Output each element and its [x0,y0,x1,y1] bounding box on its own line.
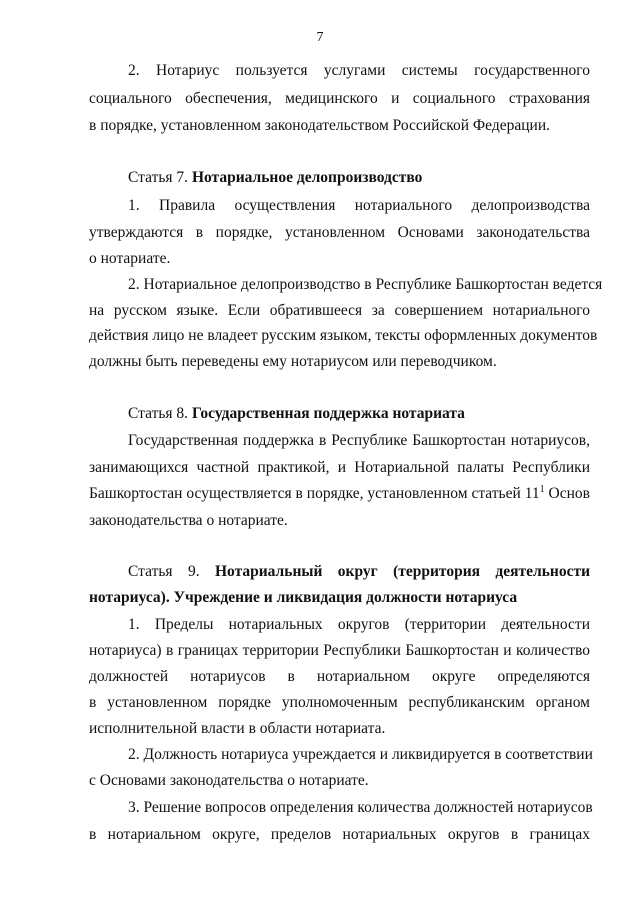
paragraph-line: в установленном порядке уполномоченным республиканским органом [89,694,590,711]
paragraph-line: социального обеспечения, медицинского и социального страхования [89,90,590,107]
paragraph-line: исполнительной власти в области нотариата. [89,720,386,737]
paragraph-line: Государственная поддержка в Республике Башкортостан нотариусов, [128,432,590,449]
paragraph-line: должностей нотариусов в нотариальном округе определяются [89,668,590,685]
paragraph-line: на русском языке. Если обратившееся за совершением нотариального [89,302,590,319]
article-9-title-part-1: Нотариальный округ (территория деятельности [214,563,590,580]
paragraph-line: утверждаются в порядке, установленном Основами законодательства [89,224,590,241]
paragraph-line: в нотариальном округе, пределов нотариальных округов в границах [89,826,590,843]
paragraph-line: нотариуса) в границах территории Республики Башкортостан и количество [89,642,590,659]
paragraph-text: Основ [544,485,590,502]
paragraph-line: законодательства о нотариате. [89,512,288,529]
paragraph-line: занимающихся частной практикой, и Нотариальной палаты Республики [89,459,590,476]
paragraph-line: должны быть переведены ему нотариусом или переводчиком. [89,353,497,370]
article-8-prefix: Статья 8. [128,405,189,422]
paragraph-line: 1. Правила осуществления нотариального делопроизводства [128,197,590,214]
article-8-heading [128,405,590,423]
paragraph-line: действия лицо не владеет русским языком, тексты оформленных документов [89,327,598,344]
paragraph-line: 2. Нотариус пользуется услугами системы государственного [128,62,590,79]
paragraph-line [89,485,590,503]
superscript-number: 1 [539,483,545,495]
page-number: 7 [316,30,324,45]
article-7-title: Нотариальное делопроизводство [191,169,423,186]
paragraph-line: в порядке, установленном законодательством Российской Федерации. [89,117,551,134]
paragraph-line: 2. Должность нотариуса учреждается и ликвидируется в соответствии [128,746,593,763]
article-9-title-part-2: нотариуса). Учреждение и ликвидация должности нотариуса [89,589,518,606]
article-7-heading [128,169,590,187]
article-9-prefix: Статья 9. [128,563,200,580]
paragraph-line: 2. Нотариальное делопроизводство в Республике Башкортостан ведется [128,276,603,293]
paragraph-line: 3. Решение вопросов определения количества должностей нотариусов [128,799,593,816]
article-8-title: Государственная поддержка нотариата [191,405,465,422]
paragraph-line: с Основами законодательства о нотариате. [89,772,369,789]
paragraph-line: 1. Пределы нотариальных округов (территории деятельности [128,616,590,633]
paragraph-text: Башкортостан осуществляется в порядке, установленном статьей 11 [89,485,540,502]
article-9-heading [128,563,590,581]
article-7-prefix: Статья 7. [128,169,189,186]
paragraph-line: о нотариате. [89,250,171,267]
